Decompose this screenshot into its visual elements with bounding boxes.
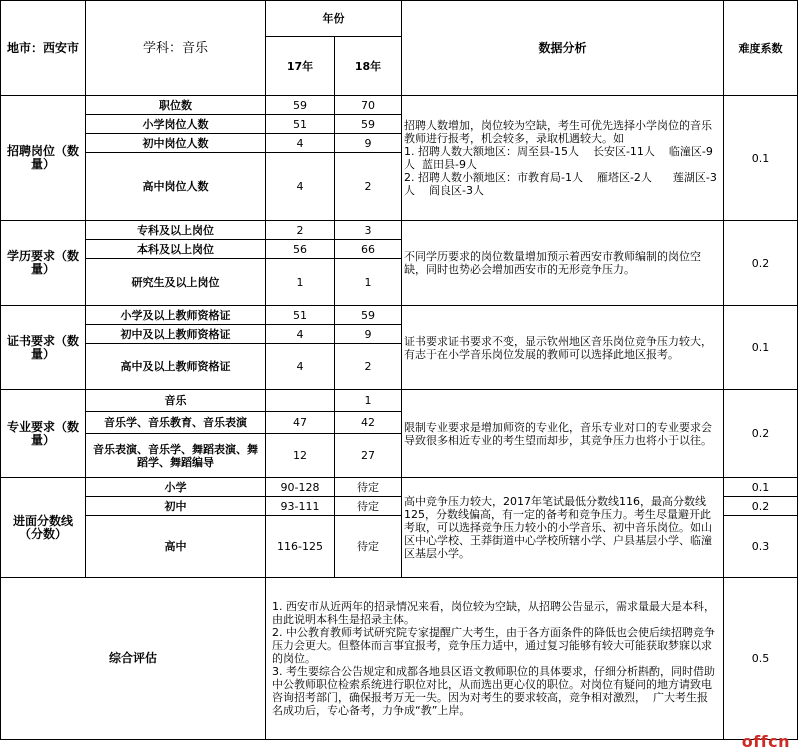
value-18: 66: [335, 240, 402, 259]
score-difficulty: 0.2: [724, 497, 798, 516]
recruit-difficulty: 0.1: [724, 96, 798, 221]
value-17: 56: [266, 240, 335, 259]
year-18-header: 18年: [335, 37, 402, 96]
row-label: 高中: [86, 516, 266, 578]
region-header: 地市：西安市: [1, 1, 86, 96]
value-18: 42: [335, 412, 402, 434]
row-label: 音乐表演、音乐学、舞蹈表演、舞蹈学、舞蹈编导: [86, 434, 266, 478]
value-17: 93-111: [266, 497, 335, 516]
value-17: 90-128: [266, 478, 335, 497]
subject-header: 学科：音乐: [86, 1, 266, 96]
recruit-analysis-text: 招聘人数增加，岗位较为空缺，考生可优先选择小学岗位的音乐教师进行报考，机会较多，录取机遇较大。如 1. 招聘人数大额地区：周至县-15人 长安区-11人 临潼区-9人 蓝田县-9人 2. 招聘人数小额地区：市教育局-1人 雁塔区-2人 莲湖区-3人 阎良区-3人: [404, 119, 717, 197]
major-difficulty: 0.2: [724, 390, 798, 478]
difficulty-header: 难度系数: [724, 1, 798, 96]
row-label: 音乐学、音乐教育、音乐表演: [86, 412, 266, 434]
value-17: 51: [266, 115, 335, 134]
value-17: [266, 390, 335, 412]
row-label: 专科及以上岗位: [86, 221, 266, 240]
summary-text: [266, 578, 724, 740]
value-18: 1: [335, 390, 402, 412]
row-label: 小学及以上教师资格证: [86, 306, 266, 325]
value-17: 4: [266, 325, 335, 344]
value-17: 4: [266, 153, 335, 221]
row-label: 初中: [86, 497, 266, 516]
certificate-analysis: 证书要求证书要求不变，显示钦州地区音乐岗位竞争压力较大，有志于在小学音乐岗位发展的教师可以选择此地区报考。: [402, 306, 724, 390]
score-difficulty: 0.1: [724, 478, 798, 497]
analysis-header: 数据分析: [402, 1, 724, 96]
value-18: 59: [335, 306, 402, 325]
value-18: 59: [335, 115, 402, 134]
row-label: 小学: [86, 478, 266, 497]
year-17-header: 17年: [266, 37, 335, 96]
value-17: 4: [266, 344, 335, 390]
summary-text-body: 1. 西安市从近两年的招录情况来看，岗位较为空缺，从招聘公告显示，需求量最大是本科，由此说明本科生是招录主体。 2. 中公教育教师考试研究院专家提醒广大考生，由于各方面条件的降低也会使后续招聘竞争压力会更大。但整体而言事宜报考，竞争压力适中，通过复习能够有较大可能获取梦寐以求的岗位。 3. 考生要综合公告规定和成都各地县区语文教师职位的具体要求，仔细分析斟酌，同时借助中公教师职位检索系统进行职位对比，从而选出更心仪的职位。对岗位有疑问的地方请致电咨询招考部门，确保报考万无一失。因为对考生的要求较高，竞争相对激烈， 广大考生报名成功后，专心备考，力争成“教”上岸。: [272, 600, 715, 717]
value-18: 9: [335, 325, 402, 344]
value-18: 1: [335, 259, 402, 306]
row-label: 高中及以上教师资格证: [86, 344, 266, 390]
row-label: 初中及以上教师资格证: [86, 325, 266, 344]
row-label: 小学岗位人数: [86, 115, 266, 134]
recruit-section-title: [1, 96, 86, 221]
summary-title: 综合评估: [1, 578, 266, 740]
row-label: 本科及以上岗位: [86, 240, 266, 259]
value-18: 9: [335, 134, 402, 153]
value-18: 70: [335, 96, 402, 115]
value-18: 待定: [335, 516, 402, 578]
certificate-difficulty: 0.1: [724, 306, 798, 390]
row-label: 职位数: [86, 96, 266, 115]
value-18: 待定: [335, 497, 402, 516]
education-analysis: 不同学历要求的岗位数量增加预示着西安市教师编制的岗位空缺，同时也势必会增加西安市的无形竞争压力。: [402, 221, 724, 306]
value-17: 47: [266, 412, 335, 434]
value-17: 12: [266, 434, 335, 478]
major-analysis: 限制专业要求是增加师资的专业化，音乐专业对口的专业要求会导致很多相近专业的考生望而却步，其竞争压力也将小于以往。: [402, 390, 724, 478]
year-header: 年份: [266, 1, 402, 37]
value-17: 51: [266, 306, 335, 325]
score-section-title: 进面分数线（分数）: [1, 478, 86, 578]
offcn-watermark: offcn: [741, 732, 790, 751]
value-17: 59: [266, 96, 335, 115]
value-18: 待定: [335, 478, 402, 497]
value-17: 1: [266, 259, 335, 306]
certificate-section-title: 证书要求（数量）: [1, 306, 86, 390]
row-label: 高中岗位人数: [86, 153, 266, 221]
value-18: 27: [335, 434, 402, 478]
score-difficulty: 0.3: [724, 516, 798, 578]
row-label: 研究生及以上岗位: [86, 259, 266, 306]
recruit-analysis: [402, 96, 724, 221]
education-difficulty: 0.2: [724, 221, 798, 306]
value-17: 4: [266, 134, 335, 153]
value-18: 3: [335, 221, 402, 240]
row-label: 初中岗位人数: [86, 134, 266, 153]
summary-difficulty: 0.5: [724, 578, 798, 740]
score-analysis: 高中竞争压力较大，2017年笔试最低分数线116，最高分数线125，分数线偏高，有一定的备考和竞争压力。考生尽量避开此考取，可以选择竞争压力较小的小学音乐、初中音乐岗位。如山区中心学校、王莽街道中心学校所辖小学、户县基层小学、临潼区基层小学。: [402, 478, 724, 578]
education-section-title: 学历要求（数量）: [1, 221, 86, 306]
major-section-title: 专业要求（数量）: [1, 390, 86, 478]
row-label: 音乐: [86, 390, 266, 412]
value-18: 2: [335, 153, 402, 221]
value-17: 116-125: [266, 516, 335, 578]
value-17: 2: [266, 221, 335, 240]
recruit-title-text: 招聘岗位（数量）: [6, 144, 79, 171]
value-18: 2: [335, 344, 402, 390]
